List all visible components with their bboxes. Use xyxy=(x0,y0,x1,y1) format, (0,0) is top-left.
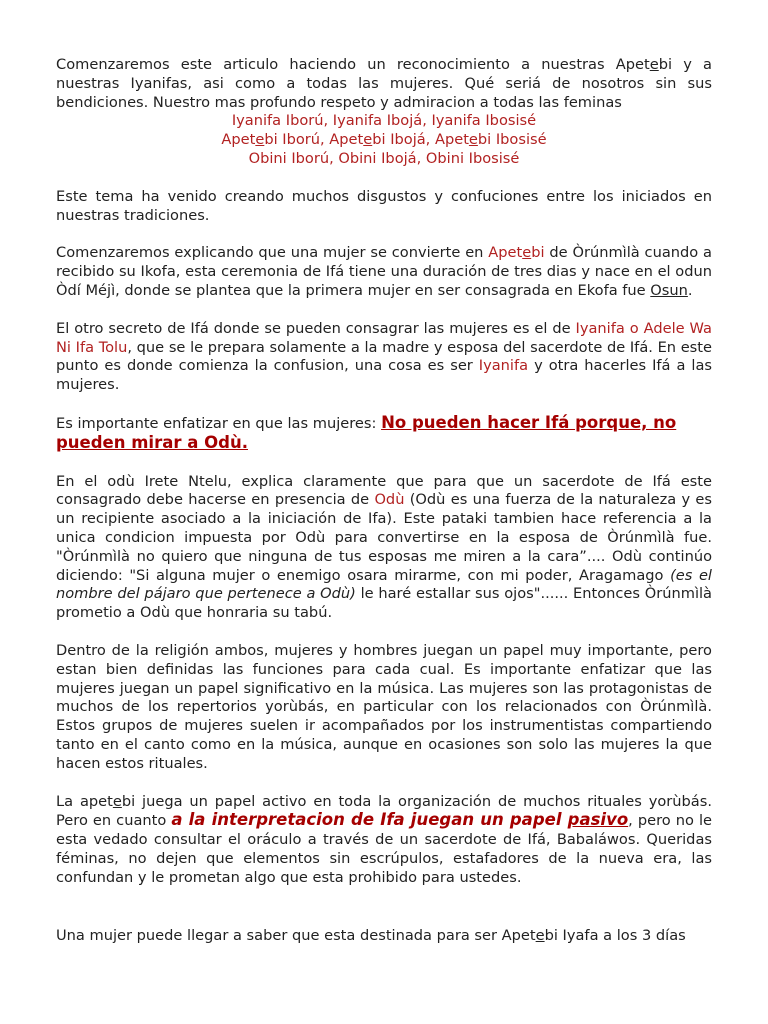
paragraph-confusion: Este tema ha venido creando muchos disgustos y confuciones entre los iniciados en nuestras tradiciones. xyxy=(56,187,712,224)
underlined-letter: e xyxy=(649,56,659,73)
iyanifa-term: Iyanifa o Adele Wa Ni Ifa Tolu xyxy=(56,319,712,356)
obini-line: Obini Iború, Obini Ibojá, Obini Ibosisé xyxy=(248,149,520,167)
paragraph-emphasis: Es importante enfatizar en que las mujeres: No pueden hacer Ifá porque, no pueden mirar a Odù. xyxy=(56,412,677,452)
paragraph-apetebi: Comenzaremos explicando que una mujer se convierte en Apetebi de Òrúnmìlà cuando a recibido su Ikofa, esta ceremonia de Ifá tiene una duración de tres dias y nace en el odun Òdí Méjì, donde se plantea que la primera mujer en ser consagrada en Ekofa fue Osun. xyxy=(56,244,712,299)
emphasis-passive: a la interpretacion de Ifa juegan un papel pasivo xyxy=(171,810,629,830)
italic-note: (es el nombre del pájaro que pertenece a Odù) xyxy=(56,566,712,603)
apetebi-line: Apetebi Iború, Apetebi Ibojá, Apetebi Ibosisé xyxy=(221,131,547,149)
emphasis-warning: No pueden hacer Ifá porque, no pueden mirar a Odù. xyxy=(56,412,677,452)
paragraph-odu: En el odù Irete Ntelu, explica claramente que para que un sacerdote de Ifá este consagrado debe hacerse en presencia de Odù (Odù es una fuerza de la naturaleza y es un recipiente asociado a la iniciación de Ifa). Este pataki tambien hace referencia a la unica condicion impuesta por Odù para convertirse en la esposa de Òrúnmìlà fue. "Òrúnmìlà no quiero que ninguna de tus esposas me miren a la cara”.... Odù continúo diciendo: "Si alguna mujer o enemigo osara mirarme, con mi poder, Aragamago (es el nombre del pájaro que pertenece a Odù) le haré estallar sus ojos"...... Entonces Òrúnmìlà prometio a Odù que honraria su tabú. xyxy=(56,472,712,622)
text: bi y a nuestras Iyanifas, asi como a todas las mujeres. Qué seriá de nosotros sin sus bendiciones. Nuestro mas profundo respeto y admiracion a todas las feminas xyxy=(56,56,712,111)
iyanifa-term-2: Iyanifa xyxy=(478,357,529,375)
paragraph-roles: Dentro de la religión ambos, mujeres y hombres juegan un papel muy importante, pero estan bien definidas las funciones para cada cual. Es importante enfatizar que las mujeres juegan un papel significativo en la música. Las mujeres son las protagonistas de muchos de los repertorios yorùbás, en particular con los relacionados con Òrúnmìlà. Estos grupos de mujeres suelen ir acompañados por los instrumentistas compartiendo tanto en el canto como en la música, aunque en ocasiones son solo las mujeres la que hacen estos rituales. xyxy=(56,641,712,772)
odu-term: Odù xyxy=(374,491,405,509)
article-body xyxy=(56,56,712,965)
osun-term: Osun xyxy=(650,281,688,299)
paragraph-passive: La apetebi juega un papel activo en toda la organización de muchos rituales yorùbás. Pero en cuanto a la interpretacion de Ifa juegan un papel pasivo, pero no le esta vedado consultar el oráculo a través de un sacerdote de Ifá, Babaláwos. Queridas féminas, no dejen que elementos sin escrúpulos, estafadores de la nueva era, las confundan y le prometan algo que esta prohibido para ustedes. xyxy=(56,792,712,886)
text: Comenzaremos este articulo haciendo un reconocimiento a nuestras Apet xyxy=(56,56,650,73)
title-list xyxy=(56,112,712,168)
iyanifa-line: Iyanifa Iború, Iyanifa Ibojá, Iyanifa Ibosisé xyxy=(231,112,537,130)
paragraph-iyanifa: El otro secreto de Ifá donde se pueden consagrar las mujeres es el de Iyanifa o Adele Wa Ni Ifa Tolu, que se le prepara solamente a la madre y esposa del sacerdote de Ifá. En este punto es donde comienza la confusion, una cosa es ser Iyanifa y otra hacerles Ifá a las mujeres. xyxy=(56,319,712,394)
intro-paragraph xyxy=(56,56,712,169)
apetebi-term: Apetebi xyxy=(488,244,545,262)
paragraph-last: Una mujer puede llegar a saber que esta destinada para ser Apetebi Iyafa a los 3 días xyxy=(56,927,686,945)
